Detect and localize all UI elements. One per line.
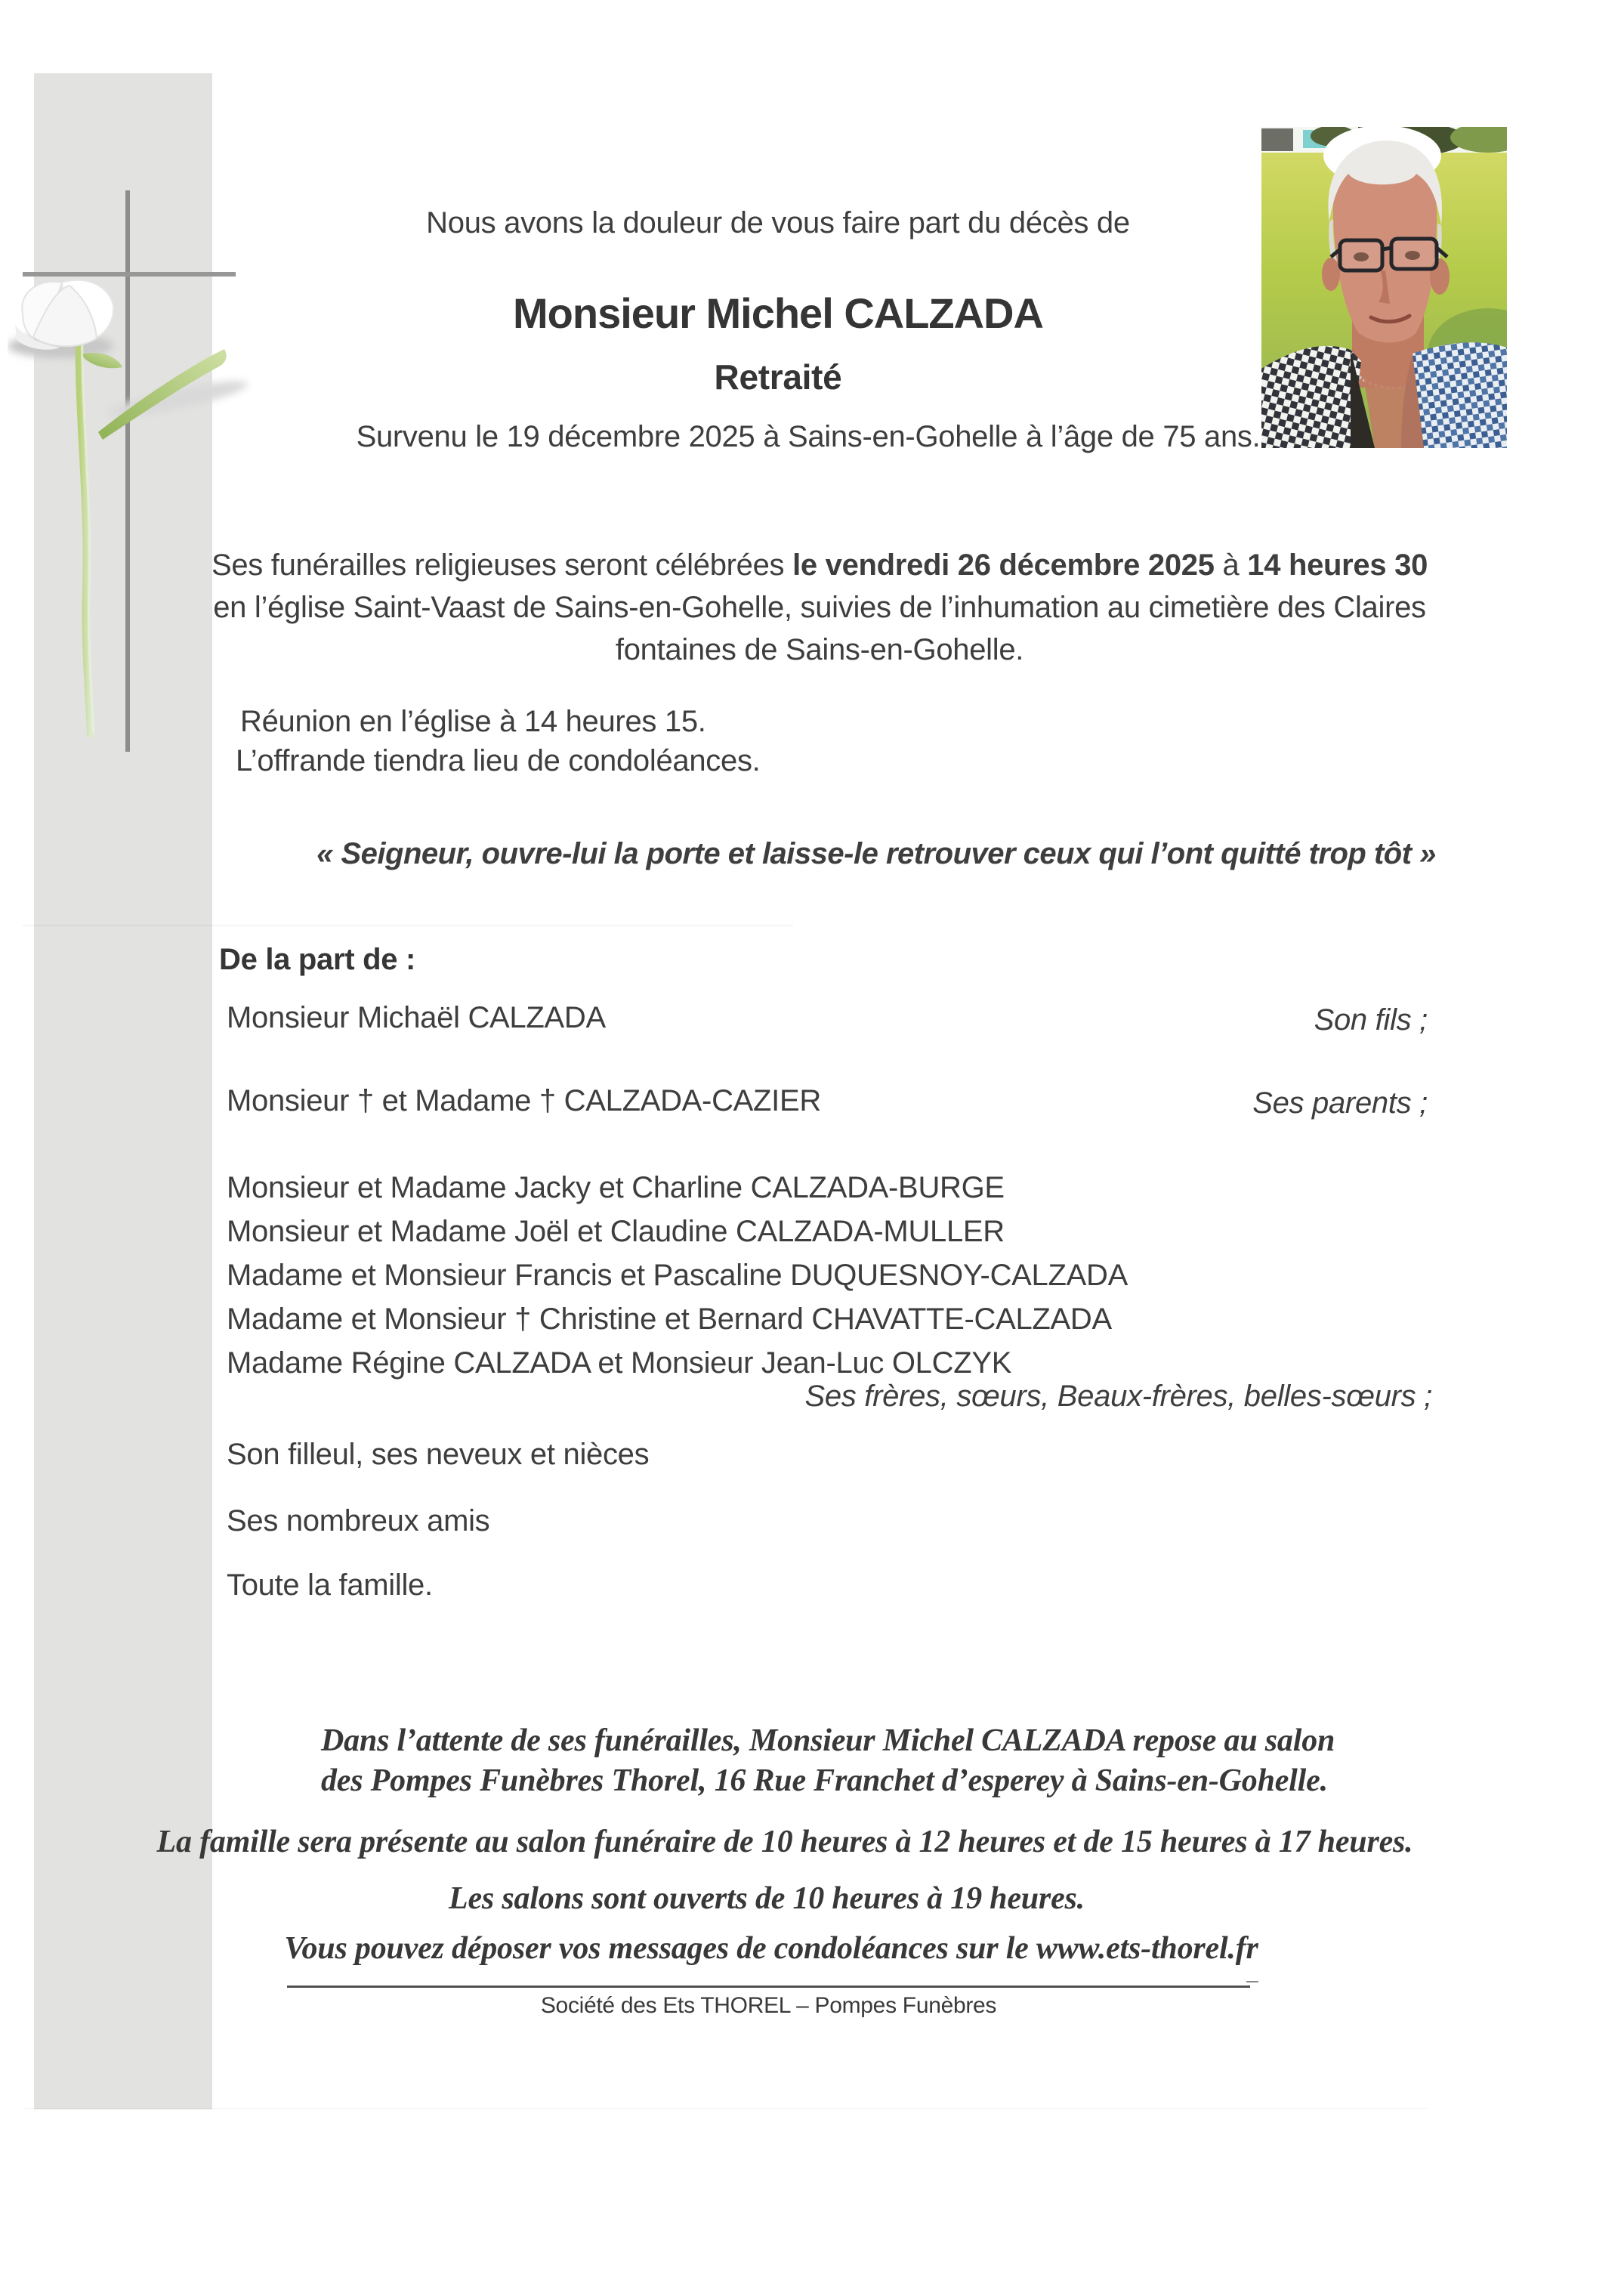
- family-presence-line: La famille sera présente au salon funéraire de 10 heures à 12 heures et de 15 heures à 17 heures.: [156, 1825, 1413, 1859]
- sibling-line: Madame et Monsieur Francis et Pascaline DUQUESNOY-CALZADA: [227, 1259, 1128, 1292]
- deceased-title: Retraité: [714, 357, 842, 397]
- footer-separator-line: [287, 1986, 1250, 1988]
- scan-crease-line: [23, 925, 793, 926]
- intro-line: Nous avons la douleur de vous faire part du décès de: [426, 206, 1130, 239]
- death-line: Survenu le 19 décembre 2025 à Sains-en-Gohelle à l’âge de 75 ans.: [356, 420, 1261, 453]
- godson-line: Son filleul, ses neveux et nièces: [227, 1438, 650, 1471]
- siblings-list: [227, 1166, 1128, 1385]
- sibling-line: Madame Régine CALZADA et Monsieur Jean-Luc OLCZYK: [227, 1346, 1012, 1380]
- white-tulip-image: [8, 272, 257, 756]
- deceased-name: Monsieur Michel CALZADA: [513, 289, 1043, 337]
- family-heading: De la part de :: [219, 943, 416, 976]
- repose-line1: Dans l’attente de ses funérailles, Monsieur Michel CALZADA repose au salon: [321, 1723, 1335, 1758]
- church-meeting-line: Réunion en l’église à 14 heures 15.: [240, 705, 706, 738]
- friends-line: Ses nombreux amis: [227, 1504, 490, 1537]
- sibling-line: Monsieur et Madame Joël et Claudine CALZADA-MULLER: [227, 1215, 1005, 1248]
- opening-hours-line: Les salons sont ouverts de 10 heures à 19 heures.: [449, 1881, 1085, 1916]
- funeral-line3: fontaines de Sains-en-Gohelle.: [615, 633, 1024, 666]
- family-entry-son-relation: Son fils ;: [1314, 1003, 1428, 1037]
- repose-line2: des Pompes Funèbres Thorel, 16 Rue Franchet d’esperey à Sains-en-Gohelle.: [321, 1763, 1328, 1798]
- funeral-line2: en l’église Saint-Vaast de Sains-en-Gohelle, suivies de l’inhumation au cimetière des Claires: [213, 591, 1426, 624]
- offering-line: L’offrande tiendra lieu de condoléances.: [236, 744, 761, 777]
- whole-family-line: Toute la famille.: [227, 1568, 433, 1602]
- scan-crease-line-bottom: [23, 2108, 1428, 2109]
- family-entry-parents-relation: Ses parents ;: [1252, 1086, 1428, 1120]
- footer-company-name: Société des Ets THOREL – Pompes Funèbres: [540, 1993, 997, 2018]
- memorial-quote: « Seigneur, ouvre-lui la porte et laisse-le retrouver ceux qui l’ont quitté trop tôt »: [316, 837, 1436, 870]
- family-entry-son-name: Monsieur Michaël CALZADA: [227, 1001, 606, 1034]
- funeral-line1-pre: Ses funérailles religieuses seront célébrées: [211, 549, 793, 582]
- funeral-paragraph: [189, 544, 1450, 671]
- repose-paragraph: [321, 1721, 1416, 1801]
- footer-separator-tick: [1246, 1981, 1258, 1982]
- funeral-line1-mid: à: [1214, 549, 1248, 582]
- portrait-photo: [1261, 127, 1507, 448]
- sibling-line: Madame et Monsieur † Christine et Bernard CHAVATTE-CALZADA: [227, 1303, 1112, 1336]
- funeral-date: le vendredi 26 décembre 2025: [792, 549, 1215, 582]
- funeral-time: 14 heures 30: [1247, 549, 1428, 582]
- family-entry-parents-name: Monsieur † et Madame † CALZADA-CAZIER: [227, 1084, 821, 1117]
- siblings-relation: Ses frères, sœurs, Beaux-frères, belles-sœurs ;: [804, 1380, 1432, 1413]
- condolences-line: Vous pouvez déposer vos messages de condoléances sur le www.ets-thorel.fr: [284, 1931, 1258, 1966]
- sibling-line: Monsieur et Madame Jacky et Charline CALZADA-BURGE: [227, 1171, 1005, 1204]
